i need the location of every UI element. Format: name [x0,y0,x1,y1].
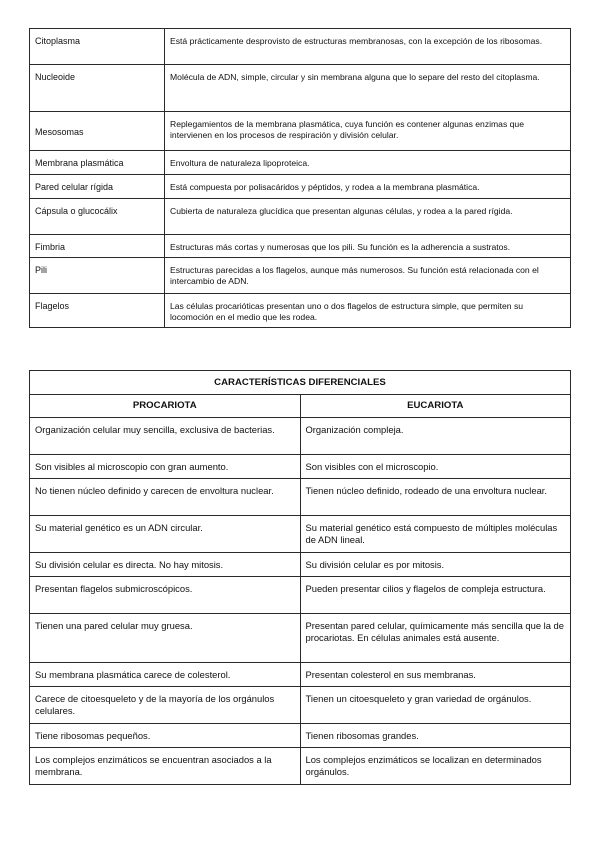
procariota-cell: Son visibles al microscopio con gran aumento. [30,455,301,479]
table-title: CARACTERÍSTICAS DIFERENCIALES [30,371,571,395]
structure-name: Citoplasma [30,29,165,65]
differences-table [29,370,571,785]
table-row [30,418,571,455]
eucariota-cell: Su material genético está compuesto de múltiples moléculas de ADN lineal. [300,516,571,553]
structure-name: Nucleoide [30,65,165,112]
table-row [30,65,571,112]
procariota-cell: No tienen núcleo definido y carecen de envoltura nuclear. [30,479,301,516]
procariota-cell: Tienen una pared celular muy gruesa. [30,614,301,663]
eucariota-cell: Tienen núcleo definido, rodeado de una envoltura nuclear. [300,479,571,516]
table-row [30,663,571,687]
structure-name: Cápsula o glucocálix [30,199,165,235]
eucariota-cell: Su división celular es por mitosis. [300,553,571,577]
structure-name: Pili [30,258,165,294]
table-row [30,258,571,294]
table-row [30,687,571,724]
table-header-row [30,395,571,418]
procariota-cell: Carece de citoesqueleto y de la mayoría de los orgánulos celulares. [30,687,301,724]
table-row [30,294,571,328]
table-row [30,614,571,663]
eucariota-cell: Tienen un citoesqueleto y gran variedad de orgánulos. [300,687,571,724]
structure-description: Envoltura de naturaleza lipoproteica. [165,151,571,175]
table-row [30,235,571,258]
table-row [30,199,571,235]
eucariota-cell: Organización compleja. [300,418,571,455]
procariota-cell: Su división celular es directa. No hay mitosis. [30,553,301,577]
table-title-row [30,371,571,395]
structure-name: Fimbria [30,235,165,258]
procariota-cell: Los complejos enzimáticos se encuentran asociados a la membrana. [30,748,301,785]
structure-description: Estructuras parecidas a los flagelos, aunque más numerosos. Su función está relacionada con el intercambio de ADN. [165,258,571,294]
column-header-eucariota: EUCARIOTA [300,395,571,418]
structure-description: Cubierta de naturaleza glucídica que presentan algunas células, y rodea a la pared rígida. [165,199,571,235]
eucariota-cell: Presentan pared celular, químicamente más sencilla que la de procariotas. En células animales está ausente. [300,614,571,663]
table-row [30,455,571,479]
procariota-cell: Su material genético es un ADN circular. [30,516,301,553]
structure-name: Pared celular rígida [30,175,165,199]
structure-name: Flagelos [30,294,165,328]
structure-description: Replegamientos de la membrana plasmática, cuya función es contener algunas enzimas que intervienen en los procesos de respiración y división celular. [165,112,571,151]
table-row [30,724,571,748]
table-row [30,516,571,553]
eucariota-cell: Son visibles con el microscopio. [300,455,571,479]
structure-description: Molécula de ADN, simple, circular y sin membrana alguna que lo separe del resto del citoplasma. [165,65,571,112]
table-row [30,479,571,516]
structure-description: Está compuesta por polisacáridos y péptidos, y rodea a la membrana plasmática. [165,175,571,199]
eucariota-cell: Pueden presentar cilios y flagelos de compleja estructura. [300,577,571,614]
structure-description: Está prácticamente desprovisto de estructuras membranosas, con la excepción de los ribosomas. [165,29,571,65]
procariota-cell: Organización celular muy sencilla, exclusiva de bacterias. [30,418,301,455]
table-row [30,112,571,151]
table-row [30,553,571,577]
column-header-procariota: PROCARIOTA [30,395,301,418]
table-row [30,175,571,199]
procariota-cell: Tiene ribosomas pequeños. [30,724,301,748]
table-row [30,577,571,614]
structure-description: Las células procarióticas presentan uno o dos flagelos de estructura simple, que permiten su locomoción en el medio que les rodea. [165,294,571,328]
structure-description: Estructuras más cortas y numerosas que los pili. Su función es la adherencia a sustratos. [165,235,571,258]
structures-table [29,28,571,328]
procariota-cell: Su membrana plasmática carece de colesterol. [30,663,301,687]
procariota-cell: Presentan flagelos submicroscópicos. [30,577,301,614]
table-row [30,29,571,65]
eucariota-cell: Tienen ribosomas grandes. [300,724,571,748]
table-row [30,748,571,785]
structure-name: Membrana plasmática [30,151,165,175]
table-row [30,151,571,175]
structure-name: Mesosomas [30,112,165,151]
eucariota-cell: Presentan colesterol en sus membranas. [300,663,571,687]
eucariota-cell: Los complejos enzimáticos se localizan en determinados orgánulos. [300,748,571,785]
